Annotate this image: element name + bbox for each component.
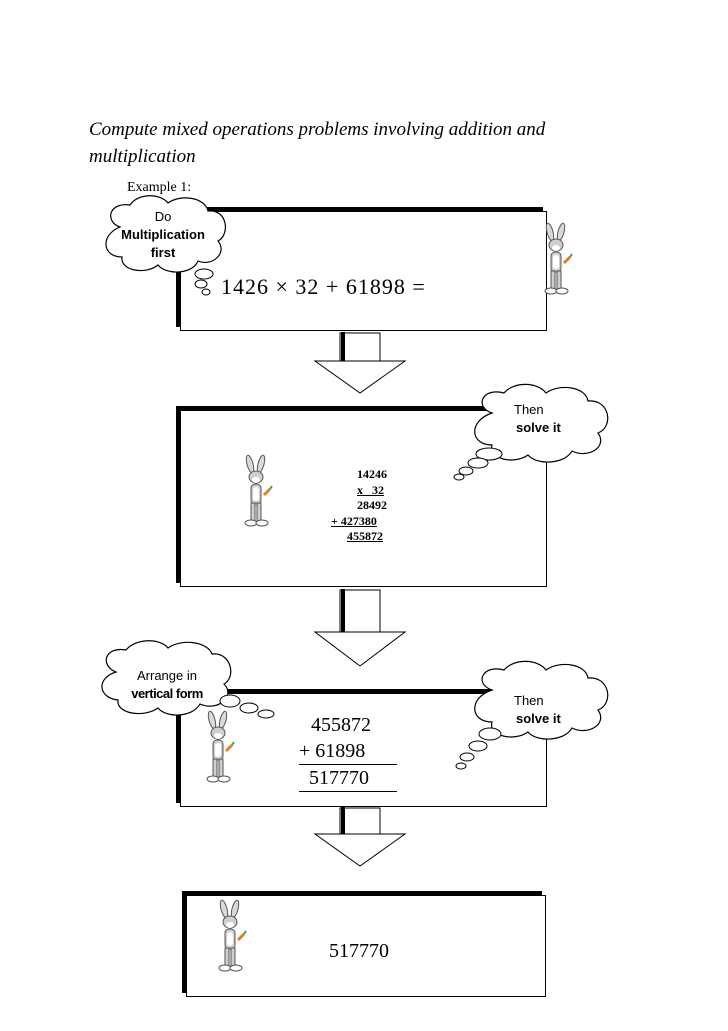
bubble-text-line: first <box>150 245 176 260</box>
bubble-then-solve <box>504 401 584 437</box>
bubble-text-line: solve it <box>516 711 561 726</box>
bubble-text-line: Arrange in <box>137 668 197 683</box>
cartoon-rabbit-icon <box>540 225 574 297</box>
step1-equation: 1426 × 32 + 61898 = <box>221 274 426 299</box>
bubble-text-line: Then <box>514 693 544 708</box>
bubble-arrange-vertical <box>108 667 226 703</box>
multiplication-work <box>331 467 387 545</box>
final-answer: 517770 <box>329 940 389 962</box>
calc-partial2: + 427380 <box>331 513 377 528</box>
bubble-text-line: solve it <box>516 420 561 435</box>
vertical-addition <box>299 712 397 792</box>
example-label: Example 1: <box>127 180 192 195</box>
bubble-text-line: Then <box>514 402 544 417</box>
page-heading: Compute mixed operations problems involving addition and multiplication <box>89 119 546 167</box>
down-arrow-icon <box>315 590 405 666</box>
calc-result: 455872 <box>347 529 383 543</box>
cartoon-rabbit-icon <box>214 902 248 974</box>
calc-multiplicand: 14246 <box>357 467 387 481</box>
calc-multiplier: x 32 <box>357 482 384 497</box>
cartoon-rabbit-icon <box>202 713 236 785</box>
sum: 517770 <box>299 764 397 792</box>
addend2: + 61898 <box>299 740 366 762</box>
bubble-text-line: Multiplication <box>121 227 205 242</box>
bubble-text-line: vertical form <box>131 686 203 701</box>
bubble-do-multiplication <box>110 208 216 262</box>
down-arrow-icon <box>315 808 405 866</box>
down-arrow-icon <box>315 333 405 393</box>
cartoon-rabbit-icon <box>240 457 274 529</box>
calc-partial1: 28492 <box>357 498 387 512</box>
bubble-text-line: Do <box>154 209 172 224</box>
addend1: 455872 <box>311 714 371 736</box>
bubble-then-solve-2 <box>504 692 584 728</box>
